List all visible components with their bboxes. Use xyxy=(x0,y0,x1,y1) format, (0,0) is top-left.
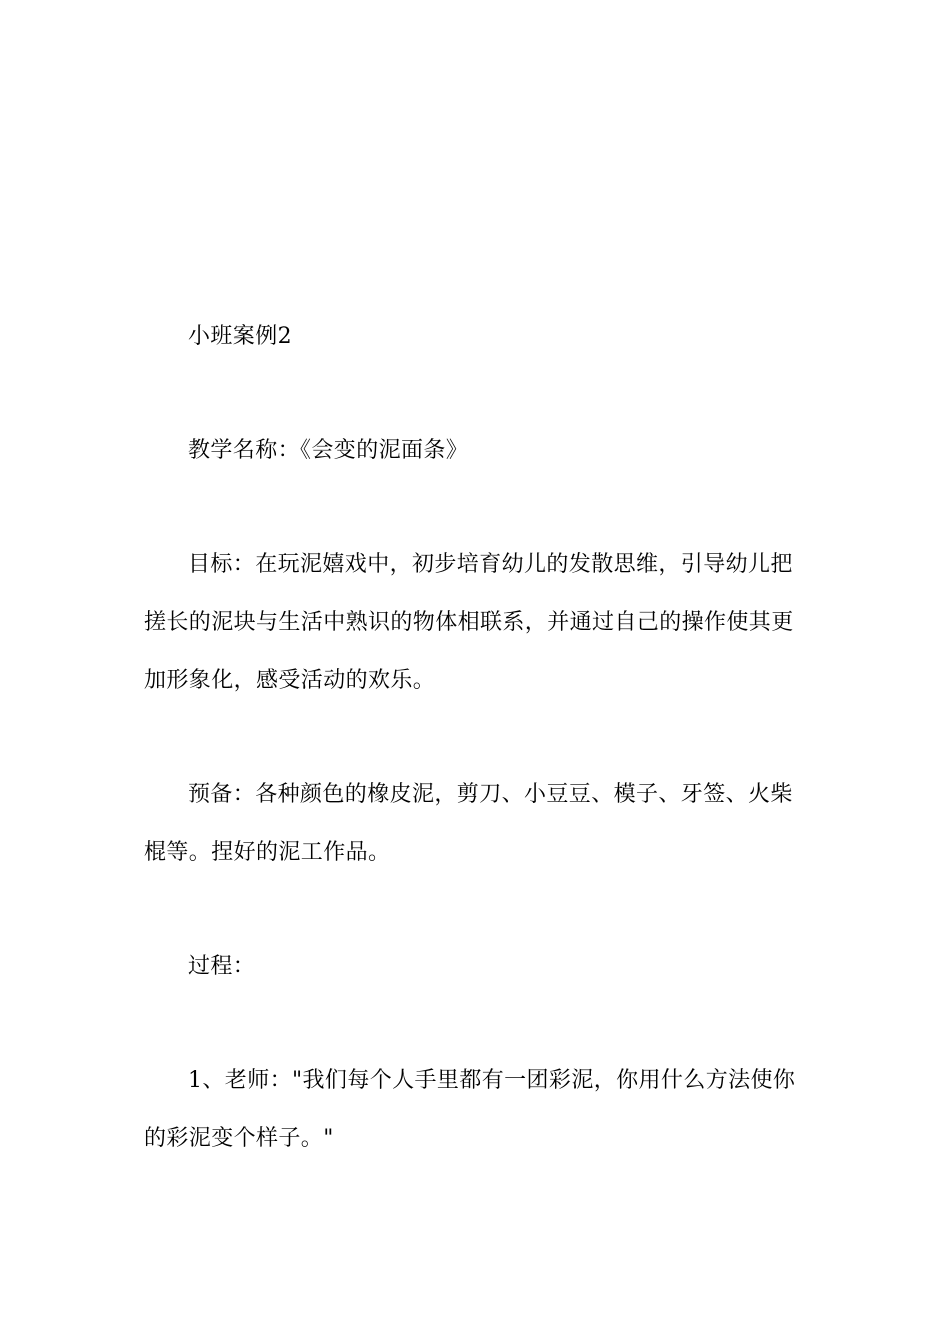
lesson-goal: 目标：在玩泥嬉戏中，初步培育幼儿的发散思维，引导幼儿把搓长的泥块与生活中熟识的物体相联系，并通过自己的操作使其更加形象化，感受活动的欢乐。 xyxy=(144,552,794,693)
document-body xyxy=(144,308,806,1168)
lesson-preparation: 预备：各种颜色的橡皮泥，剪刀、小豆豆、模子、牙签、火柴棍等。捏好的泥工作品。 xyxy=(144,782,793,865)
lesson-name: 教学名称：《会变的泥面条》 xyxy=(188,438,469,463)
process-step-1: 1、老师："我们每个人手里都有一团彩泥，你用什么方法使你的彩泥变个样子。" xyxy=(144,1068,796,1151)
section-title: 小班案例2 xyxy=(188,324,292,349)
process-heading: 过程： xyxy=(188,954,256,979)
